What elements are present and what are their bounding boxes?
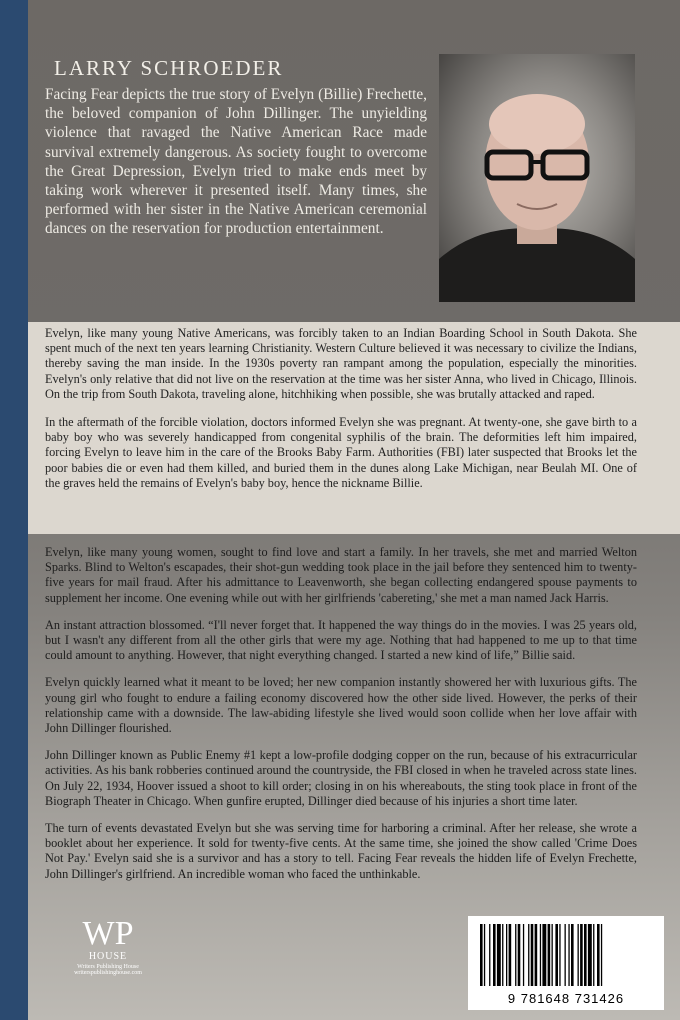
story-paragraph: The turn of events devastated Evelyn but she was serving time for harboring a criminal. After her release, she wrote a booklet about her experience. It sold for twenty-five cents. At the same time, she joined the show called 'Crime Does Not Pay.' Evelyn said she is a survivor and has a story to tell. Facing Fear reveals the hidden life of Evelyn Frechette, John Dillinger's girlfriend. An incredible woman who faced the unthinkable. (45, 821, 637, 881)
story-paragraph: Evelyn quickly learned what it meant to be loved; her new companion instantly showered her with luxurious gifts. The young girl who fought to endure a failing economy discovered how the other side lived. However, the perks of their relationship came with a downside. The law-abiding lifestyle she lived would soon collide when her love affair with John Dillinger flourished. (45, 675, 637, 736)
barcode-bar (480, 924, 483, 986)
lower-text-block (45, 545, 637, 894)
publisher-mark: WP (82, 915, 134, 952)
barcode-bar (548, 924, 551, 986)
publisher-name: Writers Publishing House (77, 964, 139, 970)
story-paragraph: An instant attraction blossomed. “I'll never forget that. It happened the way things do in the movies. I was 25 years old, but I wasn't any different from all the other girls that were my age. Nothing that had happened to me up to that time could amount to anything. However, that night everything changed. I started a new kind of life,” Billie said. (45, 617, 637, 663)
author-photo (439, 54, 635, 302)
barcode-bar (568, 924, 569, 986)
publisher-house-label: HOUSE (88, 951, 128, 962)
barcode-bar (502, 924, 503, 986)
story-paragraph: John Dillinger known as Public Enemy #1 kept a low-profile dodging copper on the run, because of his extracurricular activities. As his bank robberies continued around the countryside, the FBI closed in when he traveled across state lines. On July 22, 1934, Hoover issued a shoot to kill order; closing in on his whereabouts, the sting took place in front of the Biograph Theater in Chicago. When gunfire erupted, Dillinger died because of his injuries a short time later. (45, 748, 637, 808)
barcode-bar (484, 924, 485, 986)
barcode-bar (559, 924, 560, 986)
barcode-bar (597, 924, 600, 986)
author-name: LARRY SCHROEDER (54, 56, 284, 80)
barcode-bars (478, 924, 654, 986)
band-paragraph: In the aftermath of the forcible violation, doctors informed Evelyn she was pregnant. At twenty-one, she gave birth to a baby boy who was severely handicapped from congenital syphilis of the brain. The deformities left him impaired, forcing Evelyn to leave him in the care of the Brooks Baby Farm. Authorities (FBI) later suspected that Brooks let the poor babies die or even had them killed, and buried them in the dunes along Lake Michigan, near Beulah MI. One of the graves held the remains of Evelyn's baby boy, hence the nickname Billie. (45, 415, 637, 490)
barcode-bar (580, 924, 583, 986)
barcode-bar (540, 924, 541, 986)
isbn-barcode (468, 916, 664, 1010)
band-paragraph: Evelyn, like many young Native Americans, was forcibly taken to an Indian Boarding School in South Dakota. She spent much of the next ten years learning Christianity. Western Culture believed it was necessary to civilize the Indians, thereby saving the man inside. In the 1930s poverty ran rampant among the population, especially the minorities. Evelyn's only relative that did not live on the reservation at the time was her sister Anna, who lived in Chicago, Illinois. On the trip from South Dakota, traveling alone, hitchhiking when possible, she was brutally attacked and raped. (45, 326, 637, 401)
barcode-bar (506, 924, 507, 986)
barcode-bar (497, 924, 501, 986)
barcode-bar (531, 924, 534, 986)
barcode-bar (535, 924, 538, 986)
story-paragraph: Evelyn, like many young women, sought to find love and start a family. In her travels, she met and married Welton Sparks. Blind to Welton's escapades, their shot-gun wedding took place in the jail before they sentenced him to twenty-five years for mail fraud. After his admittance to Leavenworth, she began collecting endangered spouse payments to supplement her income. One evening while out with her girlfriends 'cabereting,' she met a man named Jack Harris. (45, 545, 637, 605)
publisher-logo (64, 917, 152, 976)
barcode-bar (593, 924, 594, 986)
isbn-number: 9 781648 731426 (507, 991, 625, 1006)
barcode-bar (565, 924, 566, 986)
barcode-bar (509, 924, 512, 986)
barcode-bar (493, 924, 496, 986)
barcode-bar (588, 924, 592, 986)
barcode-bar (518, 924, 521, 986)
barcode-bar (515, 924, 516, 986)
barcode-bar (528, 924, 529, 986)
barcode-bar (523, 924, 524, 986)
barcode-bar (584, 924, 587, 986)
book-spine-edge (0, 0, 28, 1020)
band-text-block (45, 326, 637, 504)
barcode-bar (571, 924, 574, 986)
barcode-bar (578, 924, 579, 986)
barcode-bar (555, 924, 558, 986)
barcode-bar (542, 924, 546, 986)
barcode-bar (552, 924, 553, 986)
barcode-bar (601, 924, 602, 986)
barcode-bar (489, 924, 490, 986)
author-bio-blurb: Facing Fear depicts the true story of Evelyn (Billie) Frechette, the beloved companion of John Dillinger. The unyielding violence that ravaged the Native American Race made survival extremely dangerous. As society fought to overcome the Great Depression, Evelyn tried to make ends meet by taking work wherever it presented itself. Many times, she performed with her sister in the Native American ceremonial dances on the reservation for production entertainment. (45, 86, 427, 238)
publisher-url: writerspublishinghouse.com (74, 970, 142, 976)
